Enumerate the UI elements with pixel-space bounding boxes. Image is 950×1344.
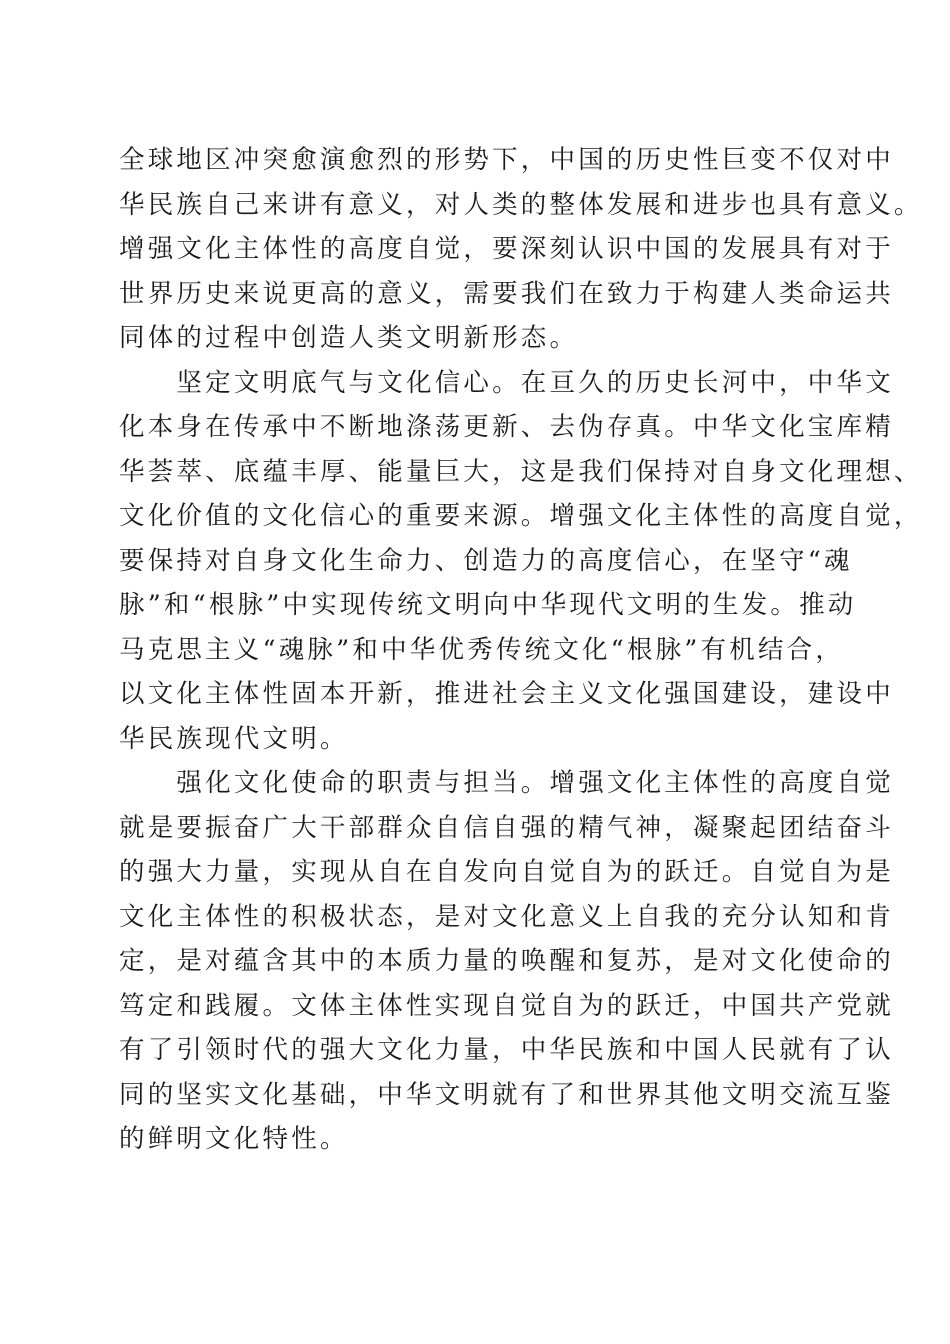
body-text <box>119 138 923 1162</box>
text-line: 马克思主义“魂脉”和中华优秀传统文化“根脉”有机结合， <box>119 634 845 665</box>
text-line: 定，是对蕴含其中的本质力量的唤醒和复苏，是对文化使命的 <box>119 946 894 976</box>
text-line: 以文化主体性固本开新，推进社会主义文化强国建设，建设中 <box>119 679 894 709</box>
text-line: 要保持对自身文化生命力、创造力的高度信心，在坚守“魂 <box>119 545 853 576</box>
text-line: 同的坚实文化基础，中华文明就有了和世界其他文明交流互鉴 <box>119 1079 894 1110</box>
text-line: 有了引领时代的强大文化力量，中华民族和中国人民就有了认 <box>119 1035 894 1065</box>
text-line: 华荟萃、底蕴丰厚、能量巨大，这是我们保持对自身文化理想、 <box>119 456 923 487</box>
text-line: 同体的过程中创造人类文明新形态。 <box>119 323 579 353</box>
text-line: 文化价值的文化信心的重要来源。增强文化主体性的高度自觉， <box>119 501 923 531</box>
text-line: 脉”和“根脉”中实现传统文明向中华现代文明的生发。推动 <box>119 590 857 620</box>
text-line: 强化文化使命的职责与担当。增强文化主体性的高度自觉 <box>119 768 894 798</box>
text-line: 华民族自己来讲有意义，对人类的整体发展和进步也具有意义。 <box>119 189 923 220</box>
text-line: 笃定和践履。文体主体性实现自觉自为的跃迁，中国共产党就 <box>119 990 894 1021</box>
text-line: 文化主体性的积极状态，是对文化意义上自我的充分认知和肯 <box>119 901 894 932</box>
text-line: 坚定文明底气与文化信心。在亘久的历史长河中，中华文 <box>119 367 894 398</box>
text-line: 化本身在传承中不断地涤荡更新、去伪存真。中华文化宝库精 <box>119 412 894 442</box>
text-line: 华民族现代文明。 <box>119 723 349 754</box>
text-line: 就是要振奋广大干部群众自信自强的精气神，凝聚起团结奋斗 <box>119 812 894 843</box>
text-line: 增强文化主体性的高度自觉，要深刻认识中国的发展具有对于 <box>119 234 894 264</box>
text-line: 全球地区冲突愈演愈烈的形势下，中国的历史性巨变不仅对中 <box>119 145 894 175</box>
text-line: 世界历史来说更高的意义，需要我们在致力于构建人类命运共 <box>119 278 894 309</box>
text-line: 的强大力量，实现从自在自发向自觉自为的跃迁。自觉自为是 <box>119 857 894 887</box>
text-line: 的鲜明文化特性。 <box>119 1124 349 1154</box>
